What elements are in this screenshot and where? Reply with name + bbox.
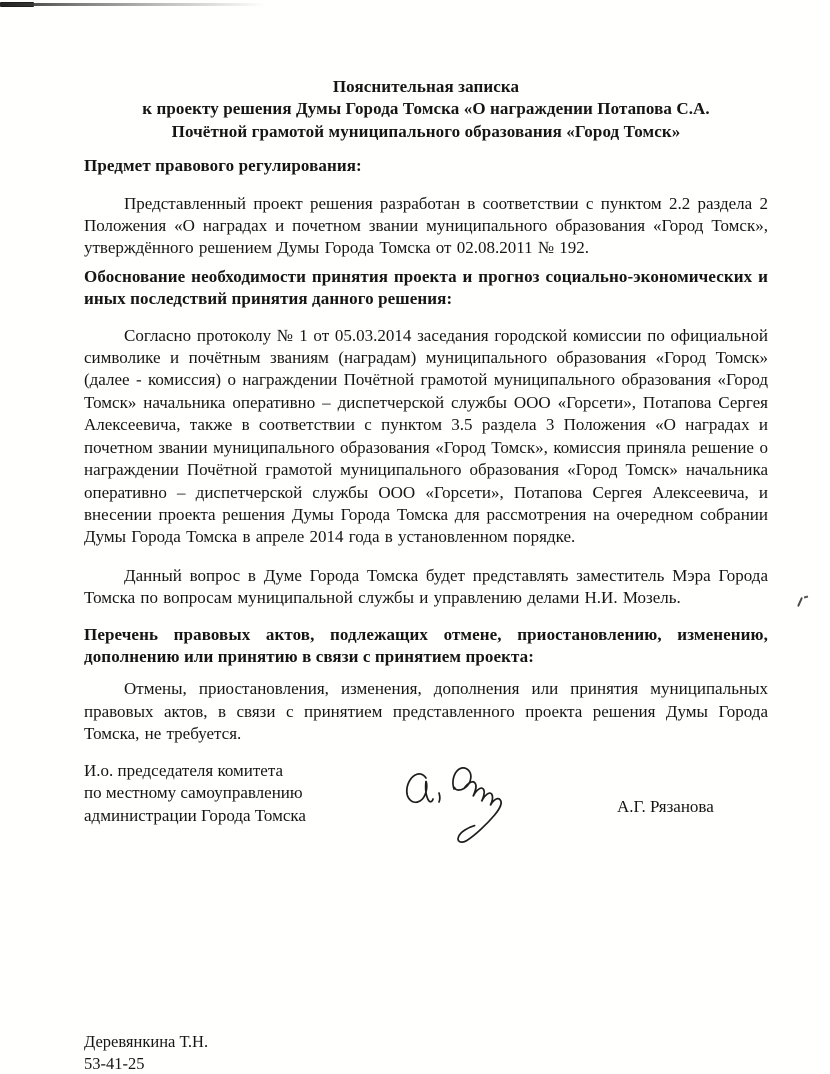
paragraph-legal-acts: Отмены, приостановления, изменения, дополнения или принятия муниципальных правовых актов, в связи с принятием представленного проекта решения Думы Города Томска, не требуется. [84, 679, 768, 744]
document-title [84, 76, 768, 143]
handwritten-signature-icon [396, 756, 546, 851]
scan-artifact-tick [797, 597, 803, 607]
scan-artifact-line [0, 3, 265, 6]
footer-contact-name: Деревянкина Т.Н. [84, 1032, 209, 1051]
scan-artifact-tick-dot [804, 596, 808, 599]
paragraph-presenter: Данный вопрос в Думе Города Томска будет представлять заместитель Мэра Города Томска по вопросам муниципальной службы и управлению делами Н.И. Мозель. [84, 565, 768, 608]
title-line-3: Почётной грамотой муниципального образования «Город Томск» [171, 121, 681, 141]
paragraph-justification: Согласно протоколу № 1 от 05.03.2014 заседания городской комиссии по официальной символике и почётным званиям (наградам) муниципального образования «Город Томск» (далее - комиссия) о награждении Почётной грамотой муниципального образования «Город Томск» начальника оперативно – диспетчерской службы ООО «Горсети», Потапова Сергея Алексеевича, также в соответствии с пунктом 3.5 раздела 3 Положения «О наградах и почетном звании муниципального образования «Город Томск», комиссия приняла решение о награждении Почётной грамотой муниципального образования «Город Томск» начальника оперативно – диспетчерской службы ООО «Горсети», Потапова Сергея Алексеевича, и внесении проекта решения Думы Города Томска для рассмотрения на очередном собрании Думы Города Томска в апреле 2014 года в установленном порядке. [84, 325, 768, 547]
signature-position-line-2: по местному самоуправлению [84, 783, 303, 803]
signature-position-line-3: администрации Города Томска [84, 805, 306, 825]
section-heading-subject: Предмет правового регулирования: [84, 156, 362, 176]
section-heading-justification: Обоснование необходимости принятия проекта и прогноз социально-экономических и иных последствий принятия данного решения: [84, 266, 768, 309]
title-line-1: Пояснительная записка [332, 77, 520, 96]
signature-position-block [84, 760, 306, 827]
signature-position-line-1: И.о. председателя комитета [84, 761, 284, 780]
paragraph-subject: Представленный проект решения разработан в соответствии с пунктом 2.2 раздела 2 Положения «О наградах и почетном звании муниципального образования «Город Томск», утверждённого решением Думы Города Томска от 02.08.2011 № 192. [84, 193, 768, 258]
title-line-2: к проекту решения Думы Города Томска «О награждении Потапова С.А. [142, 99, 710, 119]
section-heading-legal-acts: Перечень правовых актов, подлежащих отмене, приостановлению, изменению, дополнению или принятию в связи с принятием проекта: [84, 624, 768, 666]
signatory-name: А.Г. Рязанова [617, 797, 714, 816]
footer-phone: 53-41-25 [84, 1053, 145, 1073]
document-footer [84, 1031, 208, 1074]
